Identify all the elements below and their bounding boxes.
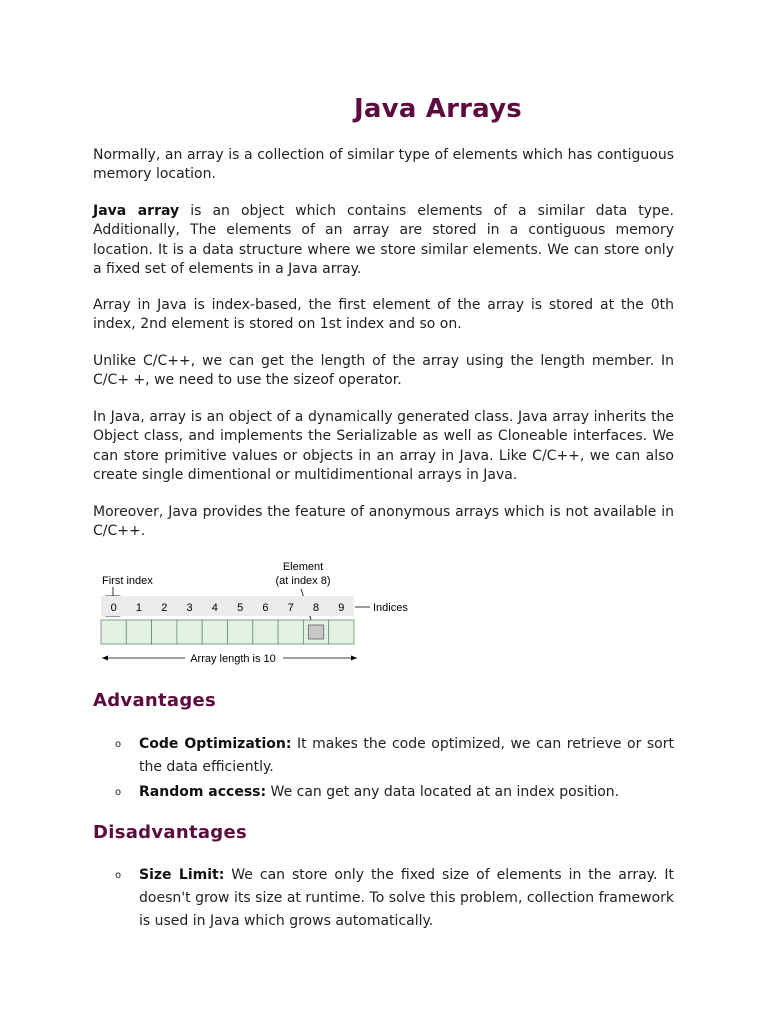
item-text: It makes the code optimized, we can retrieve or sort the data efficiently. (139, 736, 674, 775)
index-label: 6 (262, 602, 269, 614)
array-cell (329, 620, 354, 644)
list-item (93, 864, 674, 933)
array-cell (152, 620, 177, 644)
length-label: Array length is 10 (190, 653, 276, 665)
array-cell (101, 620, 126, 644)
cell-row (101, 620, 354, 644)
index-label: 3 (186, 602, 193, 614)
index-label: 7 (287, 602, 294, 614)
disadvantages-heading: Disadvantages (93, 822, 248, 843)
element-label-line2: (at index 8) (275, 575, 331, 587)
bullet-icon: o (115, 739, 122, 750)
index-label: 1 (135, 602, 143, 614)
paragraph-java-array (93, 202, 674, 280)
element-label-line1: Element (282, 561, 324, 573)
term-java-array: Java array (93, 203, 180, 219)
array-cell (228, 620, 253, 644)
advantages-heading: Advantages (93, 690, 217, 711)
bullet-icon: o (115, 787, 122, 798)
list-item (93, 781, 674, 804)
bullet-icon: o (115, 870, 122, 881)
disadvantages-list (93, 864, 674, 935)
paragraph-index-based: Array in Java is index-based, the first element of the array is stored at the 0th index, 2nd element is stored on 1st index and so on. (93, 297, 674, 333)
paragraph-anonymous-arrays: Moreover, Java provides the feature of anonymous arrays which is not available in C/C++. (93, 504, 674, 540)
item-text: We can get any data located at an index position. (266, 784, 620, 800)
advantages-list (93, 733, 674, 806)
index-label: 8 (312, 602, 320, 614)
array-cell (126, 620, 151, 644)
paragraph-java-array-text: is an object which contains elements of a similar data type. Additionally, The elements of an array are stored in a contiguous memory location. It is a data structure where we store similar elements. We can store only a fixed set of elements in a Java array. (93, 203, 674, 278)
indices-label: Indices (373, 602, 408, 614)
paragraph-length-member: Unlike C/C++, we can get the length of the array using the length member. In C/C+ +, we need to use the sizeof operator. (93, 353, 674, 389)
item-term: Random access: (139, 784, 267, 800)
array-cell (253, 620, 278, 644)
item-text: We can store only the fixed size of elements in the array. It doesn't grow its size at runtime. To solve this problem, collection framework is used in Java which grows automatically. (139, 867, 674, 929)
paragraph-dynamic-class: In Java, array is an object of a dynamically generated class. Java array inherits the Object class, and implements the Serializable as well as Cloneable interfaces. We can store primitive values or objects in an array in Java. Like C/C++, we can also create single dimentional or multidimentional arrays in Java. (93, 409, 674, 484)
length-arrowhead-left (102, 656, 108, 661)
array-diagram (93, 558, 423, 668)
first-index-label: First index (102, 575, 153, 587)
length-arrowhead-right (351, 656, 357, 661)
item-term: Code Optimization: (139, 736, 292, 752)
index-label: 4 (211, 602, 218, 614)
index-label: 9 (338, 602, 345, 614)
index-row (101, 596, 354, 616)
array-cell (278, 620, 303, 644)
list-item (93, 733, 674, 779)
array-cell (202, 620, 227, 644)
array-cell (177, 620, 202, 644)
highlighted-element (308, 625, 323, 639)
item-term: Size Limit: (139, 867, 225, 883)
index-label: 5 (237, 602, 244, 614)
page-title: Java Arrays (354, 94, 522, 124)
index-label: 0 (110, 602, 117, 614)
paragraph-intro: Normally, an array is a collection of similar type of elements which has contiguous memory location. (93, 147, 674, 183)
index-label: 2 (161, 602, 168, 614)
